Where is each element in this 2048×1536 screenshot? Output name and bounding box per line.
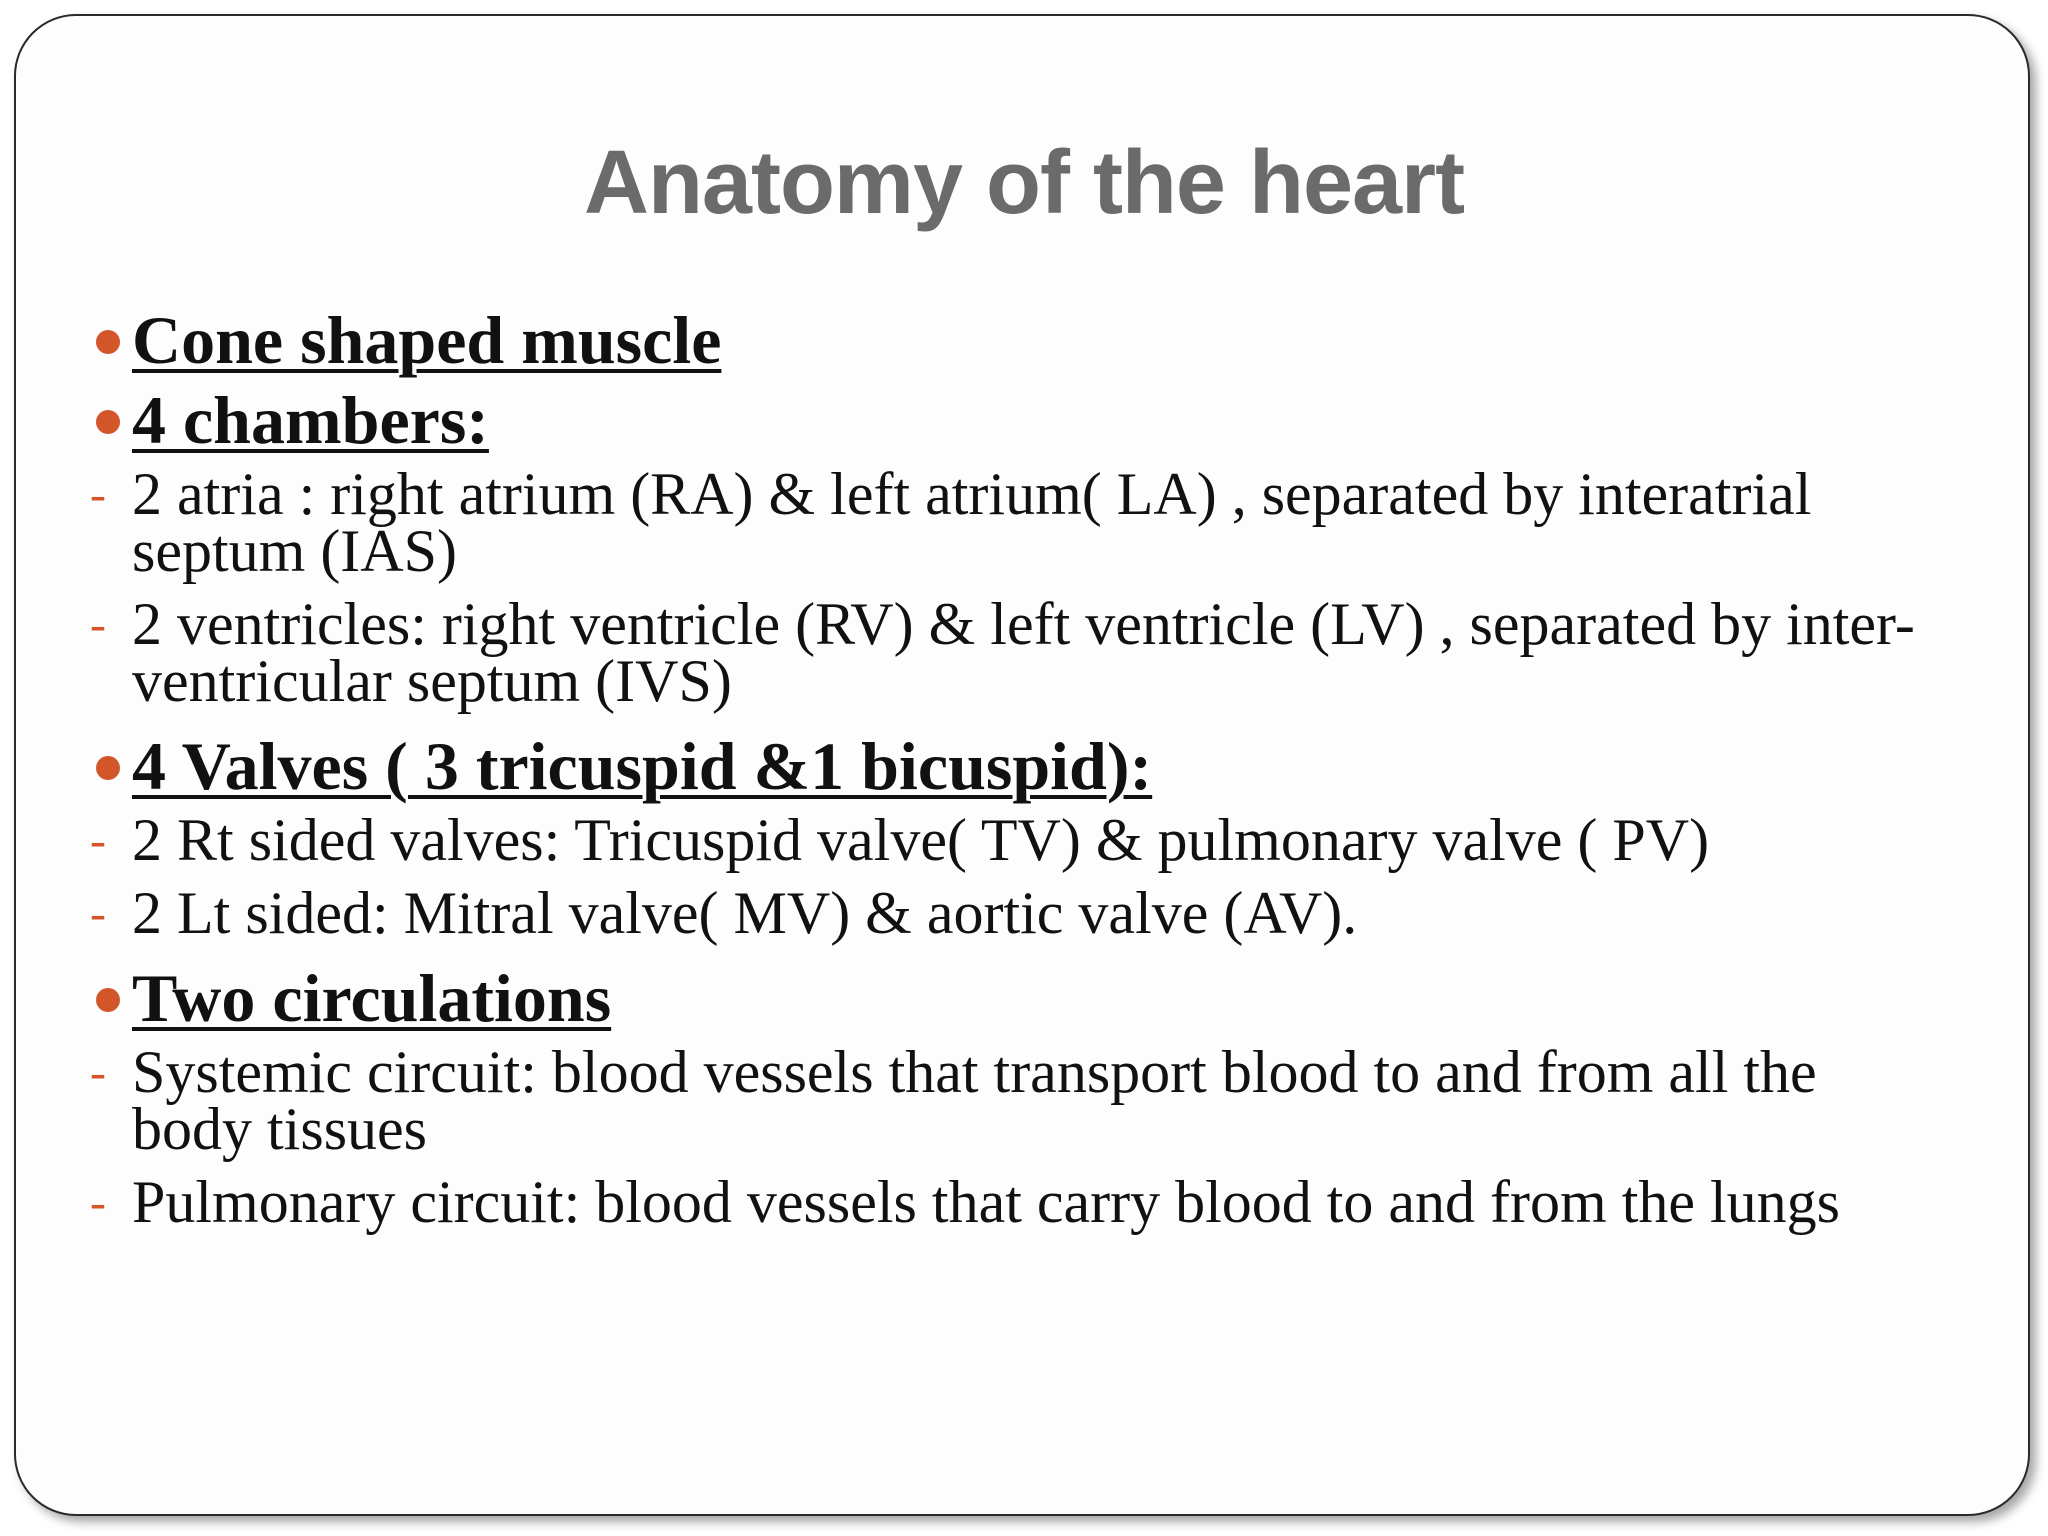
bullet-text: 4 Valves ( 3 tricuspid &1 bicuspid): (132, 728, 1153, 804)
slide-content (90, 300, 1950, 1247)
bullet-dot-icon (96, 410, 120, 434)
sub-item (90, 880, 1950, 946)
dash-marker-icon: - (90, 1046, 106, 1099)
slide-title: Anatomy of the heart (583, 133, 1465, 233)
bullet-dot-icon (96, 756, 120, 780)
bullet-item (90, 726, 1950, 806)
dash-marker-icon: - (90, 598, 106, 651)
bullet-text: Cone shaped muscle (132, 302, 722, 378)
sub-item (90, 1039, 1950, 1162)
dash-marker-icon: - (90, 468, 106, 521)
sub-text: 2 Lt sided: Mitral valve( MV) & aortic valve (AV). (132, 880, 1358, 946)
bullet-text: Two circulations (132, 960, 612, 1036)
bullet-text: 4 chambers: (132, 382, 489, 458)
sub-item (90, 461, 1950, 584)
bullet-dot-icon (96, 330, 120, 354)
bullet-item (90, 380, 1950, 460)
bullet-item (90, 958, 1950, 1038)
sub-text: Pulmonary circuit: blood vessels that carry blood to and from the lungs (132, 1169, 1841, 1235)
bullet-dot-icon (96, 988, 120, 1012)
sub-text: 2 Rt sided valves: Tricuspid valve( TV) & pulmonary valve ( PV) (132, 807, 1710, 873)
sub-text: 2 atria : right atrium (RA) & left atrium( LA) , separated by interatrial septum (IAS) (132, 461, 1812, 584)
sub-text: 2 ventricles: right ventricle (RV) & left ventricle (LV) , separated by inter-ventricular septum (IVS) (132, 591, 1915, 714)
sub-item (90, 591, 1950, 714)
dash-marker-icon: - (90, 1176, 106, 1229)
dash-marker-icon: - (90, 814, 106, 867)
bullet-item (90, 300, 1950, 380)
dash-marker-icon: - (90, 887, 106, 940)
sub-text: Systemic circuit: blood vessels that transport blood to and from all the body tissues (132, 1039, 1817, 1162)
sub-item (90, 807, 1950, 873)
sub-item (90, 1169, 1950, 1235)
